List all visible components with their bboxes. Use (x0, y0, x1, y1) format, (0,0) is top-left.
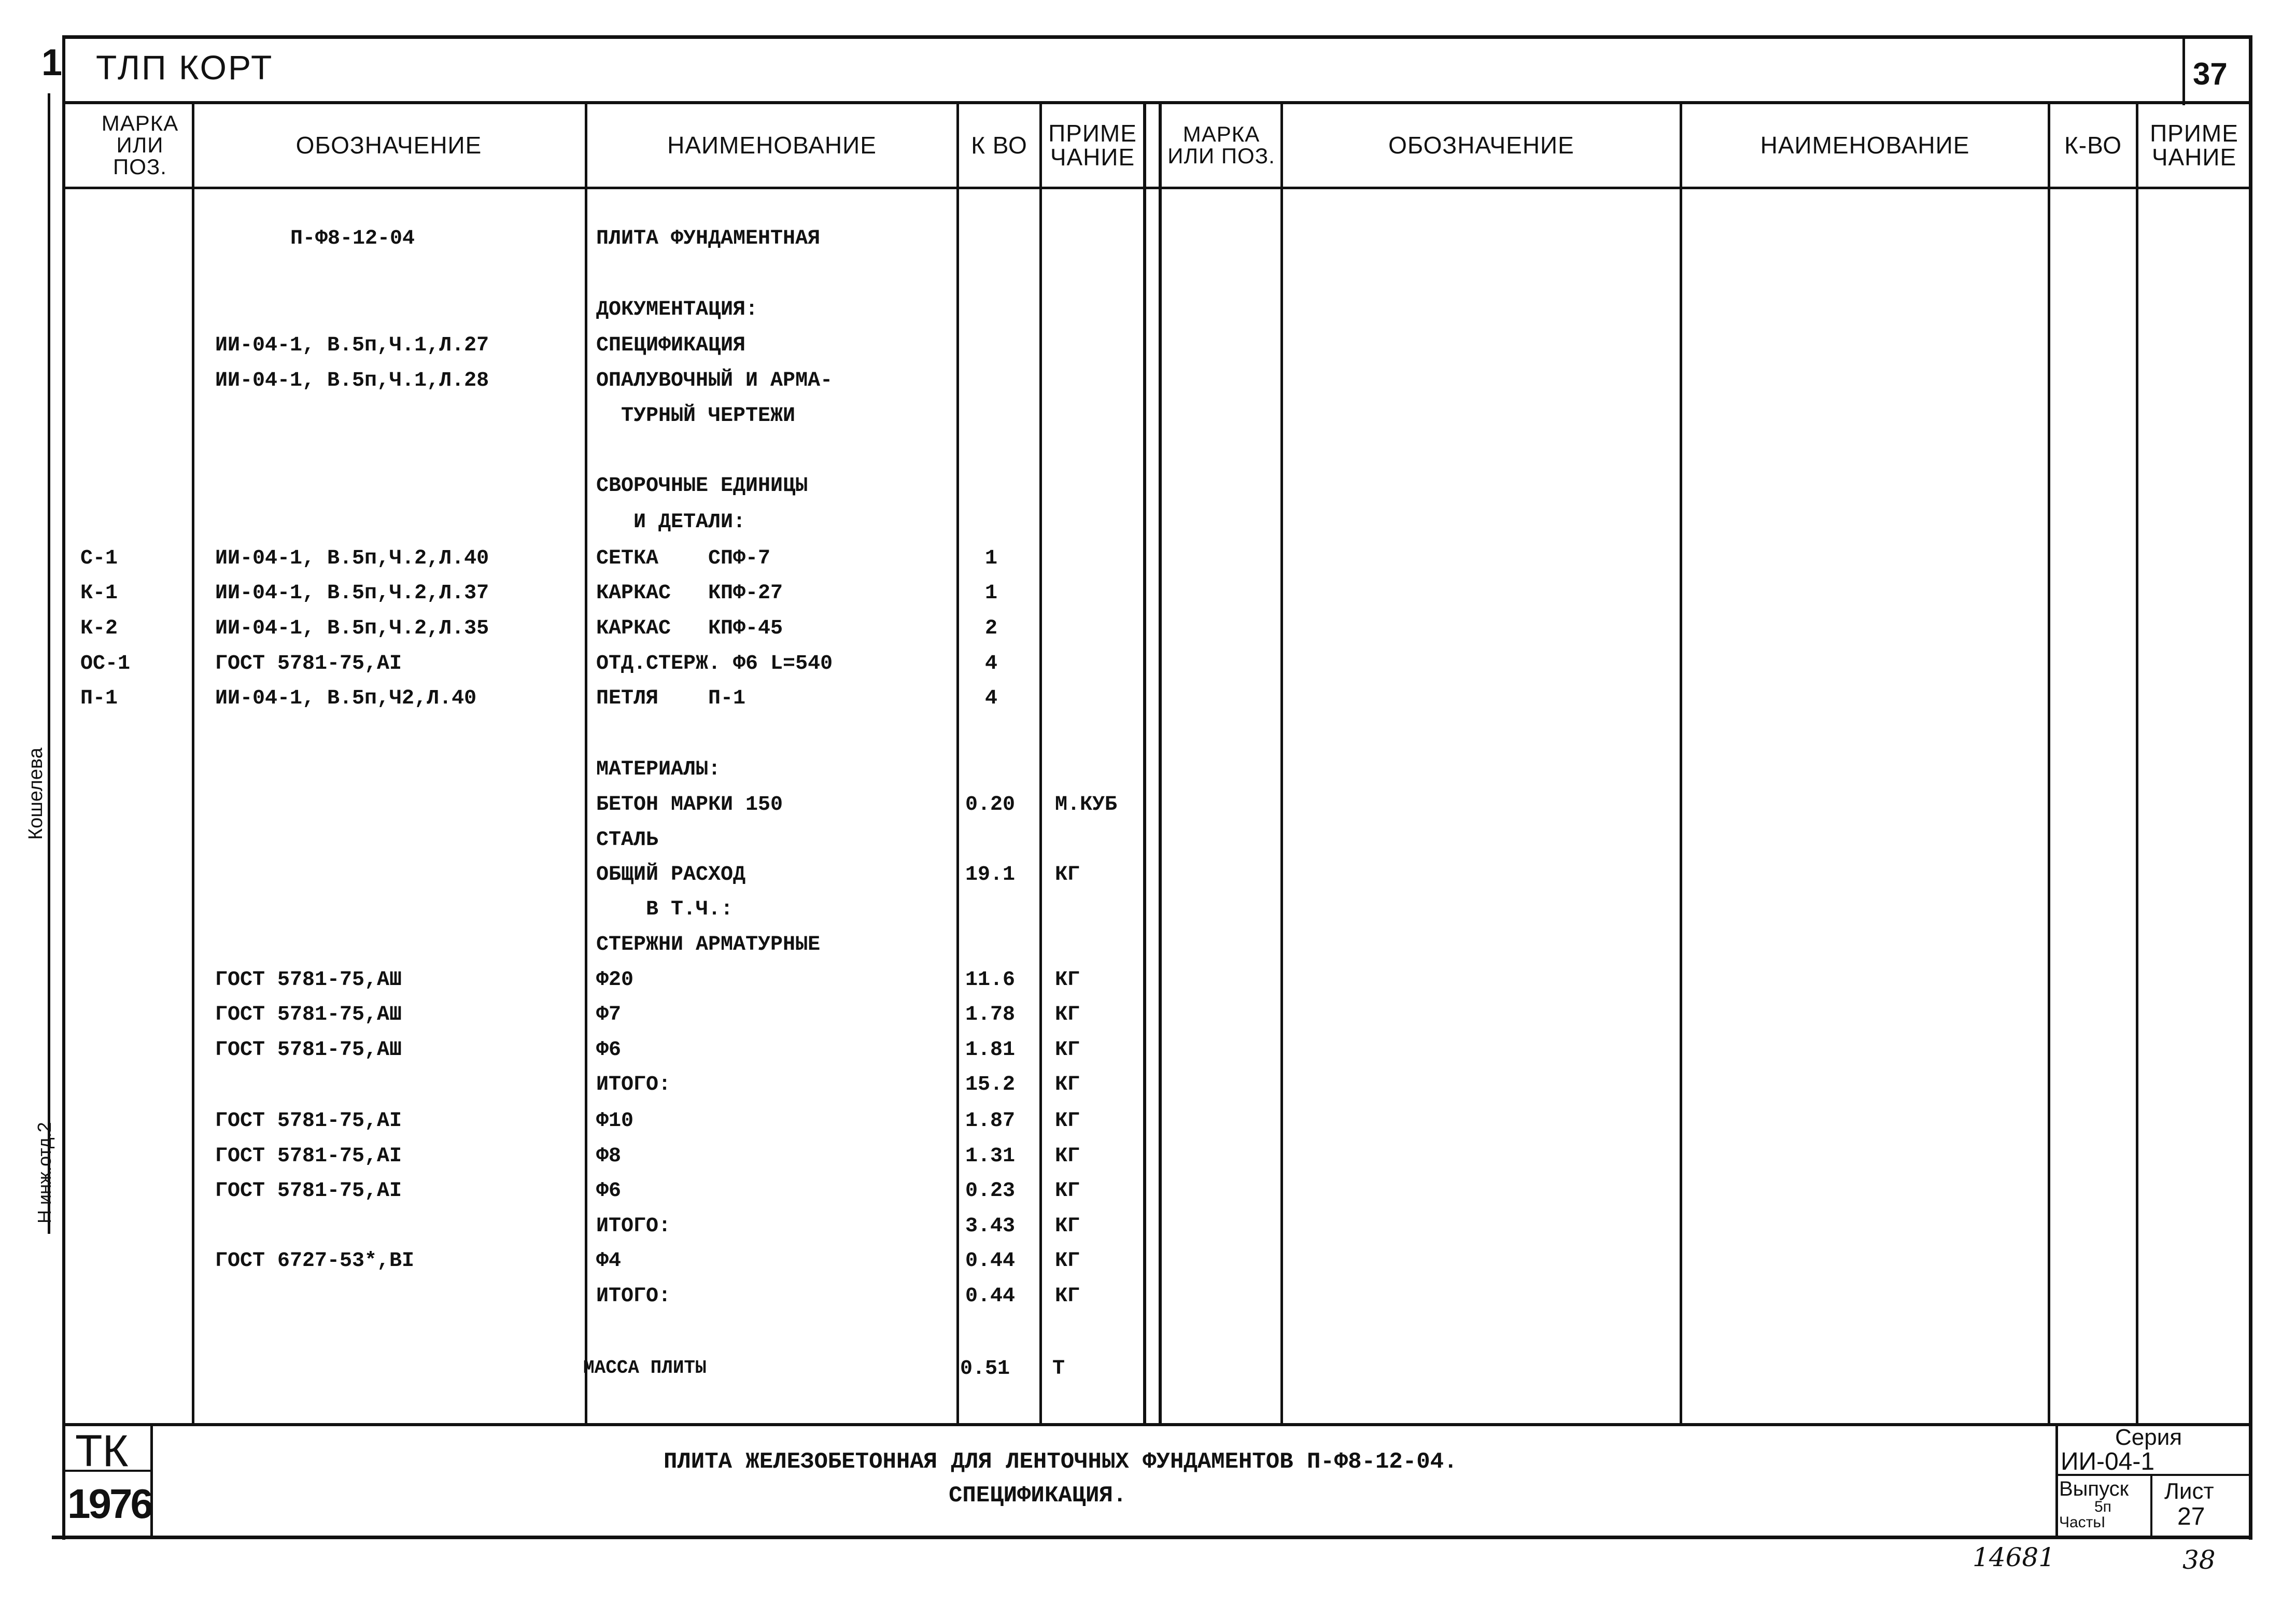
row-name: Ф7 (596, 1003, 622, 1026)
tk-label: ТК (75, 1426, 129, 1476)
col-line (192, 101, 194, 1423)
header-qty-right: К-ВО (2064, 132, 2122, 159)
row-designation: ИИ-04-1, В.5п,Ч.2,Л.37 (215, 582, 489, 605)
row-qty: 19.1 (965, 863, 1016, 887)
row-name: В Т.Ч.: (596, 898, 734, 921)
col-line (1159, 101, 1162, 1423)
frame-top (62, 35, 2252, 39)
header-note: ПРИМЕ ЧАНИЕ (1048, 120, 1137, 171)
header-designation-right: ОБОЗНАЧЕНИЕ (1388, 132, 1574, 159)
row-note: КГ (1055, 1145, 1080, 1168)
row-designation: ГОСТ 5781-75,АI (215, 1145, 402, 1168)
row-note: КГ (1055, 1038, 1080, 1062)
row-qty: 4 (985, 652, 998, 676)
row-name: ОТД.СТЕРЖ. Ф6 L=540 (596, 652, 833, 676)
header-designation: ОБОЗНАЧЕНИЕ (295, 132, 482, 159)
header-col-rule (62, 187, 2252, 189)
row-designation: ГОСТ 5781-75,АШ (215, 1038, 402, 1062)
titleblock-sheet-divider (2150, 1474, 2152, 1537)
row-name: БЕТОН МАРКИ 150 (596, 793, 783, 817)
row-name: ИТОГО: (596, 1215, 671, 1238)
row-note: КГ (1055, 1215, 1080, 1238)
row-name: СПЕЦИФИКАЦИЯ (596, 334, 746, 357)
row-designation: ИИ-04-1, В.5п,Ч.2,Л.40 (215, 547, 489, 570)
row-name: КАРКАС КПФ-27 (596, 582, 783, 605)
row-designation: ИИ-04-1, В.5п,Ч2,Л.40 (215, 687, 477, 710)
row-note: КГ (1055, 1179, 1080, 1203)
row-designation: ГОСТ 5781-75,АI (215, 1179, 402, 1203)
row-pos: ОС-1 (80, 652, 131, 676)
row-name: ИТОГО: (596, 1073, 671, 1096)
titleblock-series-divider (2055, 1423, 2058, 1537)
row-designation: ГОСТ 5781-75,АШ (215, 1003, 402, 1026)
col-line (1680, 101, 1682, 1423)
row-name: ТУРНЫЙ ЧЕРТЕЖИ (596, 404, 796, 428)
row-qty: 0.44 (965, 1285, 1016, 1308)
row-name: И ДЕТАЛИ: (596, 511, 746, 534)
header-mark: МАРКА ИЛИ ПОЗ. (101, 111, 179, 179)
row-name: Ф8 (596, 1145, 622, 1168)
row-qty: 15.2 (965, 1073, 1016, 1096)
header-name: НАИМЕНОВАНИЕ (667, 132, 877, 159)
document-title: ПЛИТА ЖЕЛЕЗОБЕТОННАЯ ДЛЯ ЛЕНТОЧНЫХ ФУНДАМЕНТОВ П-Ф8-12-04. (664, 1449, 1458, 1475)
row-designation: ГОСТ 5781-75,АШ (215, 968, 402, 992)
row-name: МАТЕРИАЛЫ: (596, 758, 721, 781)
header-qty: К ВО (971, 132, 1027, 159)
margin-name: Кошелева (25, 748, 47, 840)
row-note: КГ (1055, 1249, 1080, 1273)
row-name: СВОРОЧНЫЕ ЕДИНИЦЫ (596, 474, 808, 498)
row-designation: ГОСТ 5781-75,АI (215, 652, 402, 676)
year-label: 1976 (67, 1481, 151, 1527)
row-qty: 3.43 (965, 1215, 1016, 1238)
document-subtitle: СПЕЦИФИКАЦИЯ. (949, 1483, 1127, 1509)
series-label: Серия (2115, 1425, 2182, 1450)
header-note-right: ПРИМЕ ЧАНИЕ (2150, 120, 2238, 171)
row-designation: ГОСТ 5781-75,АI (215, 1109, 402, 1133)
footer-page-number: 38 (2182, 1545, 2216, 1575)
row-qty: 11.6 (965, 968, 1016, 992)
row-note: КГ (1055, 1109, 1080, 1133)
row-designation: ИИ-04-1, В.5п,Ч.1,Л.27 (215, 334, 489, 357)
row-qty: 1.31 (965, 1145, 1016, 1168)
margin-rule (48, 93, 50, 1234)
row-qty: 2 (985, 617, 998, 640)
row-note: КГ (1055, 968, 1080, 992)
row-name: Ф20 (596, 968, 634, 992)
header-name-right: НАИМЕНОВАНИЕ (1760, 132, 1970, 159)
row-note: КГ (1055, 863, 1080, 887)
row-qty: 0.20 (965, 793, 1016, 817)
row-name: ИТОГО: (596, 1285, 671, 1308)
sheet-label: Лист (2164, 1479, 2214, 1504)
sheet-value: 27 (2177, 1503, 2205, 1530)
row-name: ПЕТЛЯ П-1 (596, 687, 746, 710)
col-line (956, 101, 959, 1423)
row-designation: ГОСТ 6727-53*,ВI (215, 1249, 415, 1273)
part-label: ЧастьI (2059, 1514, 2106, 1531)
series-value: ИИ-04-1 (2061, 1448, 2155, 1475)
row-name: КАРКАС КПФ-45 (596, 617, 783, 640)
row-name: ОБЩИЙ РАСХОД (596, 863, 746, 887)
row-designation: ИИ-04-1, В.5п,Ч.2,Л.35 (215, 617, 489, 640)
row-name: МАССА ПЛИТЫ (583, 1357, 707, 1378)
row-qty: 1.78 (965, 1003, 1016, 1026)
row-pos: П-1 (80, 687, 118, 710)
row-qty: 0.23 (965, 1179, 1016, 1203)
row-name: ПЛИТА ФУНДАМЕНТНАЯ (596, 227, 821, 250)
col-line (585, 101, 587, 1423)
row-name: СТАЛЬ (596, 828, 659, 852)
row-designation: ИИ-04-1, В.5п,Ч.1,Л.28 (215, 369, 489, 392)
org-title: ТЛП КОРТ (96, 48, 274, 87)
col-line (2136, 101, 2138, 1423)
row-name: ОПАЛУВОЧНЫЙ И АРМА- (596, 369, 833, 392)
row-qty: 0.51 (960, 1357, 1010, 1381)
issue-value: 5п (2094, 1498, 2111, 1515)
row-qty: 1 (985, 547, 998, 570)
row-note: Т (1052, 1357, 1065, 1381)
frame-bottom (52, 1536, 2252, 1539)
header-bottom-rule (62, 101, 2252, 104)
titleblock-top-rule (62, 1423, 2252, 1426)
frame-right (2249, 35, 2252, 1540)
margin-dept: Н инж.отд.2 (34, 1122, 55, 1223)
row-note: КГ (1055, 1073, 1080, 1096)
row-name: ДОКУМЕНТАЦИЯ: (596, 298, 758, 321)
frame-left (62, 35, 65, 1540)
row-name: Ф4 (596, 1249, 622, 1273)
col-line (1280, 101, 1283, 1423)
row-name: Ф6 (596, 1038, 622, 1062)
row-note: КГ (1055, 1285, 1080, 1308)
header-mark-right: МАРКА ИЛИ ПОЗ. (1167, 122, 1275, 168)
row-name: СЕТКА СПФ-7 (596, 547, 771, 570)
col-line (1039, 101, 1042, 1423)
issue-label: Выпуск (2059, 1478, 2129, 1500)
row-pos: К-2 (80, 617, 118, 640)
row-qty: 1.87 (965, 1109, 1016, 1133)
row-pos: С-1 (80, 547, 118, 570)
page-num-box-left (2182, 35, 2185, 105)
row-designation: П-Ф8-12-04 (290, 227, 415, 250)
row-qty: 0.44 (965, 1249, 1016, 1273)
row-qty: 4 (985, 687, 998, 710)
row-qty: 1 (985, 582, 998, 605)
col-line (1143, 101, 1146, 1423)
row-note: КГ (1055, 1003, 1080, 1026)
row-qty: 1.81 (965, 1038, 1016, 1062)
row-note: М.КУБ (1055, 793, 1118, 817)
row-name: Ф10 (596, 1109, 634, 1133)
margin-mark: 1 (41, 42, 63, 83)
inventory-number: 14681 (1973, 1542, 2055, 1572)
row-pos: К-1 (80, 582, 118, 605)
page-number: 37 (2193, 57, 2228, 91)
col-line (2048, 101, 2050, 1423)
row-name: СТЕРЖНИ АРМАТУРНЫЕ (596, 933, 821, 956)
row-name: Ф6 (596, 1179, 622, 1203)
